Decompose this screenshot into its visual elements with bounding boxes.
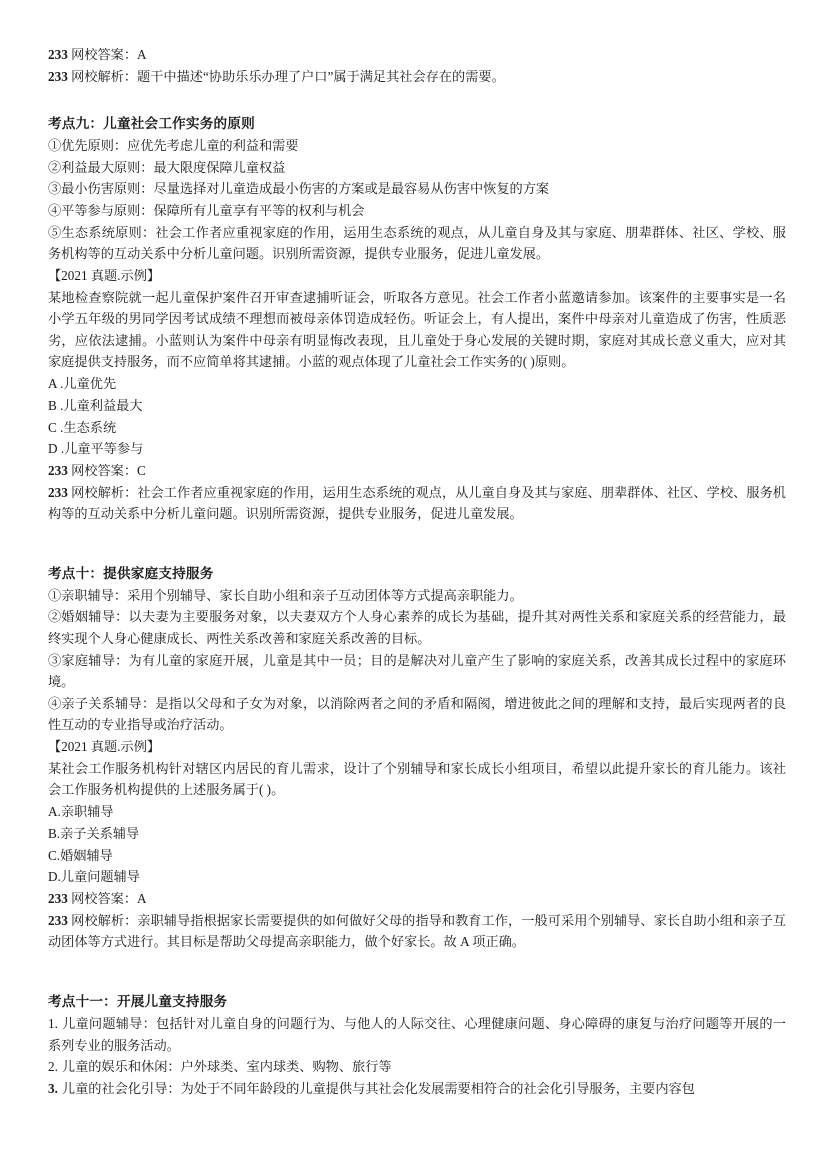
child-support-item [48,1056,786,1078]
page-content [48,44,786,1099]
analysis-label: 网校解析： [67,912,138,928]
option-d[interactable]: D .儿童平等参与 [48,441,144,457]
intro-answer-line [48,44,786,66]
option-b[interactable]: B.亲子关系辅导 [48,825,140,841]
principle-item: ①优先原则：应优先考虑儿童的利益和需要 [48,138,299,154]
analysis-text: 社会工作者应重视家庭的作用，运用生态系统的观点，从儿童自身及其与家庭、朋辈群体、社区、学校、服务机构等的互动关系中分析儿童问题。识别所需资源，提供专业服务，促进儿童发展。 [48,484,786,522]
principle-item: ⑤生态系统原则：社会工作者应重视家庭的作用，运用生态系统的观点，从儿童自身及其与家庭、朋辈群体、社区、学校、服务机构等的互动关系中分析儿童问题。识别所需资源，提供专业服务，促进儿童发展。 [48,224,786,262]
brand-prefix: 233 [48,912,68,928]
option-b[interactable]: B .儿童利益最大 [48,397,143,413]
answer-label: 网校答案： [67,47,138,62]
option-d[interactable]: D.儿童问题辅导 [48,869,140,885]
child-support-item [48,1078,786,1100]
section-ten [48,563,786,953]
exam-example-tag: 【2021 真题.示例】 [48,267,161,283]
item-index: 2. [48,1059,58,1075]
intro-analysis-line [48,66,786,88]
answer-value: A [137,47,147,62]
brand-prefix: 233 [48,891,68,907]
analysis-label: 网校解析： [67,68,138,84]
section-spacer [48,953,786,991]
analysis-text: 题干中描述“协助乐乐办理了户口”属于满足其社会存在的需要。 [137,68,505,84]
exam-example-tag: 【2021 真题.示例】 [48,739,161,755]
answer-line [48,888,786,910]
principle-item: ③最小伤害原则：尽量选择对儿童造成最小伤害的方案或是最容易从伤害中恢复的方案 [48,181,550,197]
question-stem: 某地检查察院就一起儿童保护案件召开审查逮捕听证会，听取各方意见。社会工作者小蓝邀请参加。该案件的主要事实是一名小学五年级的男同学因考试成绩不理想而被母亲体罚造成轻伤。听证会上，有人提出，案件中母亲对儿童造成了伤害，性质恶劣，应依法逮捕。小蓝则认为案件中母亲有明显悔改表现，且儿童处于身心发展的关键时期，家庭对其成长意义重大，应对其家庭提供支持服务，而不应简单将其逮捕。小蓝的观点体现了儿童社会工作实务的( )原则。 [48,289,786,370]
principle-item: ②利益最大原则：最大限度保障儿童权益 [48,159,286,175]
brand-prefix: 233 [48,484,68,500]
option-a[interactable]: A .儿童优先 [48,375,117,391]
answer-value: C [137,463,146,479]
question-stem: 某社会工作服务机构针对辖区内居民的育儿需求，设计了个别辅导和家长成长小组项目，希望以此提升家长的育儿能力。该社会工作服务机构提供的上述服务属于( )。 [48,760,786,798]
brand-prefix: 233 [48,68,68,84]
support-item: ②婚姻辅导：以夫妻为主要服务对象，以夫妻双方个人身心素养的成长为基础，提升其对两性关系和家庭关系的经营能力，最终实现个人身心健康成长、两性关系改善和家庭关系改善的目标。 [48,609,786,647]
analysis-text: 亲职辅导指根据家长需要提供的如何做好父母的指导和教育工作，一般可采用个别辅导、家长自助小组和亲子互动团体等方式进行。其目标是帮助父母提高亲职能力，做个好家长。故 A 项正确。 [48,912,786,950]
support-item: ④亲子关系辅导：是指以父母和子女为对象，以消除两者之间的矛盾和隔阂，增进彼此之间的理解和支持，最后实现两者的良性互动的专业指导或治疗活动。 [48,695,786,733]
answer-value: A [137,891,147,907]
item-index: 1. [48,1016,58,1031]
section-eleven [48,991,786,1099]
section-spacer [48,525,786,563]
item-text: 儿童的社会化引导：为处于不同年龄段的儿童提供与其社会化发展需要相符合的社会化引导服务，主要内容包 [61,1080,695,1096]
answer-label: 网校答案： [67,463,138,479]
section-nine [48,113,786,525]
intro-answer-block [48,44,786,87]
answer-line [48,460,786,482]
item-index: 3. [48,1080,58,1096]
child-support-item [48,1013,786,1056]
option-a[interactable]: A.亲职辅导 [48,804,114,820]
answer-label: 网校答案： [67,891,138,907]
option-c[interactable]: C .生态系统 [48,419,117,435]
section-spacer [48,87,786,113]
principle-item: ④平等参与原则：保障所有儿童享有平等的权利与机会 [48,202,365,218]
option-c[interactable]: C.婚姻辅导 [48,847,113,863]
support-item: ①亲职辅导：采用个别辅导、家长自助小组和亲子互动团体等方式提高亲职能力。 [48,587,523,603]
analysis-label: 网校解析： [67,484,138,500]
section-nine-heading: 考点九：儿童社会工作实务的原则 [48,116,255,132]
brand-prefix: 233 [48,463,68,479]
section-eleven-heading: 考点十一：开展儿童支持服务 [48,994,228,1009]
item-text: 儿童问题辅导：包括针对儿童自身的问题行为、与他人的人际交往、心理健康问题、身心障碍的康复与治疗问题等开展的一系列专业的服务活动。 [48,1016,786,1053]
section-ten-heading: 考点十：提供家庭支持服务 [48,565,214,581]
analysis-line [48,910,786,953]
analysis-line [48,482,786,525]
brand-prefix: 233 [48,47,68,62]
support-item: ③家庭辅导：为有儿童的家庭开展，儿童是其中一员；目的是解决对儿童产生了影响的家庭关系，改善其成长过程中的家庭环境。 [48,652,786,690]
item-text: 儿童的娱乐和休闲：户外球类、室内球类、购物、旅行等 [61,1059,392,1075]
